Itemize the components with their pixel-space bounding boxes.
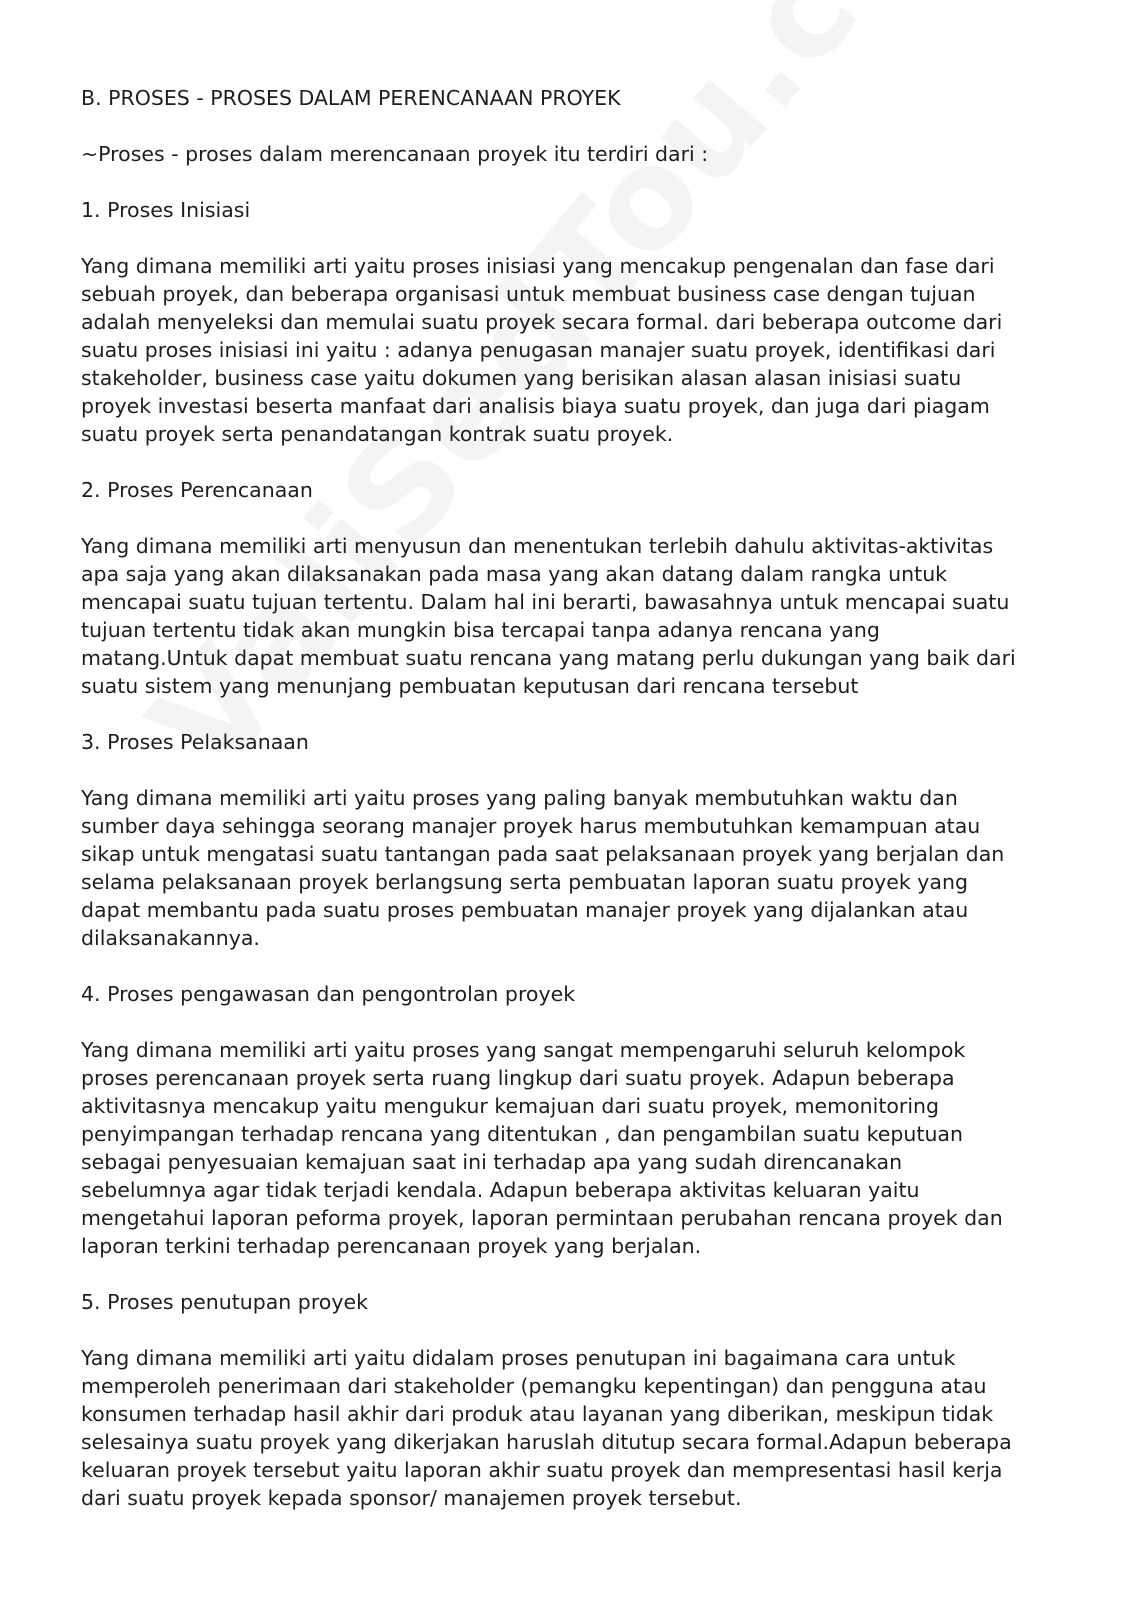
paragraph-line: mengetahui laporan peforma proyek, laporan permintaan perubahan rencana proyek dan [81,1206,1003,1230]
paragraph-line: dari suatu proyek kepada sponsor/ manajemen proyek tersebut. [81,1486,742,1510]
paragraph-line: penyimpangan terhadap rencana yang ditentukan , dan pengambilan suatu keputuan [81,1122,963,1146]
paragraph-line: Yang dimana memiliki arti yaitu proses inisiasi yang mencakup pengenalan dan fase dari [81,254,995,278]
section-paragraph [81,784,1071,952]
paragraph-line: sebuah proyek, dan beberapa organisasi untuk membuat business case dengan tujuan [81,282,976,306]
section-title: 3. Proses Pelaksanaan [81,730,309,754]
sections-container [81,196,1071,1512]
section-title: 4. Proses pengawasan dan pengontrolan proyek [81,982,576,1006]
paragraph-line: sumber daya sehingga seorang manajer proyek harus membutuhkan kemampuan atau [81,814,981,838]
paragraph-line: sebelumnya agar tidak terjadi kendala. Adapun beberapa aktivitas keluaran yaitu [81,1178,920,1202]
paragraph-line: proses perencanaan proyek serta ruang lingkup dari suatu proyek. Adapun beberapa [81,1066,955,1090]
paragraph-line: aktivitasnya mencakup yaitu mengukur kemajuan dari suatu proyek, memonitoring [81,1094,940,1118]
section-paragraph [81,532,1071,700]
paragraph-line: apa saja yang akan dilaksanakan pada masa yang akan datang dalam rangka untuk [81,562,948,586]
paragraph-line: suatu sistem yang menunjang pembuatan keputusan dari rencana tersebut [81,674,859,698]
paragraph-line: konsumen terhadap hasil akhir dari produk atau layanan yang diberikan, meskipun tidak [81,1402,994,1426]
paragraph-line: laporan terkini terhadap perencanaan proyek yang berjalan. [81,1234,702,1258]
paragraph-line: Yang dimana memiliki arti yaitu proses yang paling banyak membutuhkan waktu dan [81,786,958,810]
section-paragraph [81,252,1071,448]
paragraph-line: sebagai penyesuaian kemajuan saat ini terhadap apa yang sudah direncanakan [81,1150,903,1174]
paragraph-line: dapat membantu pada suatu proses pembuatan manajer proyek yang dijalankan atau [81,898,969,922]
section-title: 5. Proses penutupan proyek [81,1290,368,1314]
document-heading: B. PROSES - PROSES DALAM PERENCANAAN PROYEK [81,86,621,110]
paragraph-line: Yang dimana memiliki arti yaitu didalam proses penutupan ini bagaimana cara untuk [81,1346,956,1370]
paragraph-line: dilaksanakannya. [81,926,260,950]
paragraph-line: tujuan tertentu tidak akan mungkin bisa tercapai tanpa adanya rencana yang [81,618,880,642]
paragraph-line: keluaran proyek tersebut yaitu laporan akhir suatu proyek dan mempresentasi hasil kerja [81,1458,1003,1482]
section-2 [81,476,1071,700]
paragraph-line: selesainya suatu proyek yang dikerjakan haruslah ditutup secara formal.Adapun beberapa [81,1430,1012,1454]
document-intro: ~Proses - proses dalam merencanaan proyek itu terdiri dari : [81,142,709,166]
paragraph-line: sikap untuk mengatasi suatu tantangan pada saat pelaksanaan proyek yang berjalan dan [81,842,1005,866]
section-title: 1. Proses Inisiasi [81,198,251,222]
paragraph-line: suatu proses inisiasi ini yaitu : adanya penugasan manajer suatu proyek, identifikasi dari [81,338,996,362]
document-page [81,84,1071,1540]
section-title: 2. Proses Perencanaan [81,478,313,502]
paragraph-line: memperoleh penerimaan dari stakeholder (pemangku kepentingan) dan pengguna atau [81,1374,987,1398]
section-3 [81,728,1071,952]
paragraph-line: stakeholder, business case yaitu dokumen yang berisikan alasan alasan inisiasi suatu [81,366,962,390]
paragraph-line: Yang dimana memiliki arti menyusun dan menentukan terlebih dahulu aktivitas-aktivitas [81,534,994,558]
paragraph-line: proyek investasi beserta manfaat dari analisis biaya suatu proyek, dan juga dari piagam [81,394,990,418]
paragraph-line: mencapai suatu tujuan tertentu. Dalam hal ini berarti, bawasahnya untuk mencapai suatu [81,590,1010,614]
section-1 [81,196,1071,448]
paragraph-line: selama pelaksanaan proyek berlangsung serta pembuatan laporan suatu proyek yang [81,870,968,894]
paragraph-line: Yang dimana memiliki arti yaitu proses yang sangat mempengaruhi seluruh kelompok [81,1038,966,1062]
section-4 [81,980,1071,1260]
paragraph-line: suatu proyek serta penandatangan kontrak suatu proyek. [81,422,674,446]
paragraph-line: adalah menyeleksi dan memulai suatu proyek secara formal. dari beberapa outcome dari [81,310,1003,334]
section-5 [81,1288,1071,1512]
section-paragraph [81,1344,1071,1512]
section-paragraph [81,1036,1071,1260]
paragraph-line: matang.Untuk dapat membuat suatu rencana yang matang perlu dukungan yang baik dari [81,646,1016,670]
